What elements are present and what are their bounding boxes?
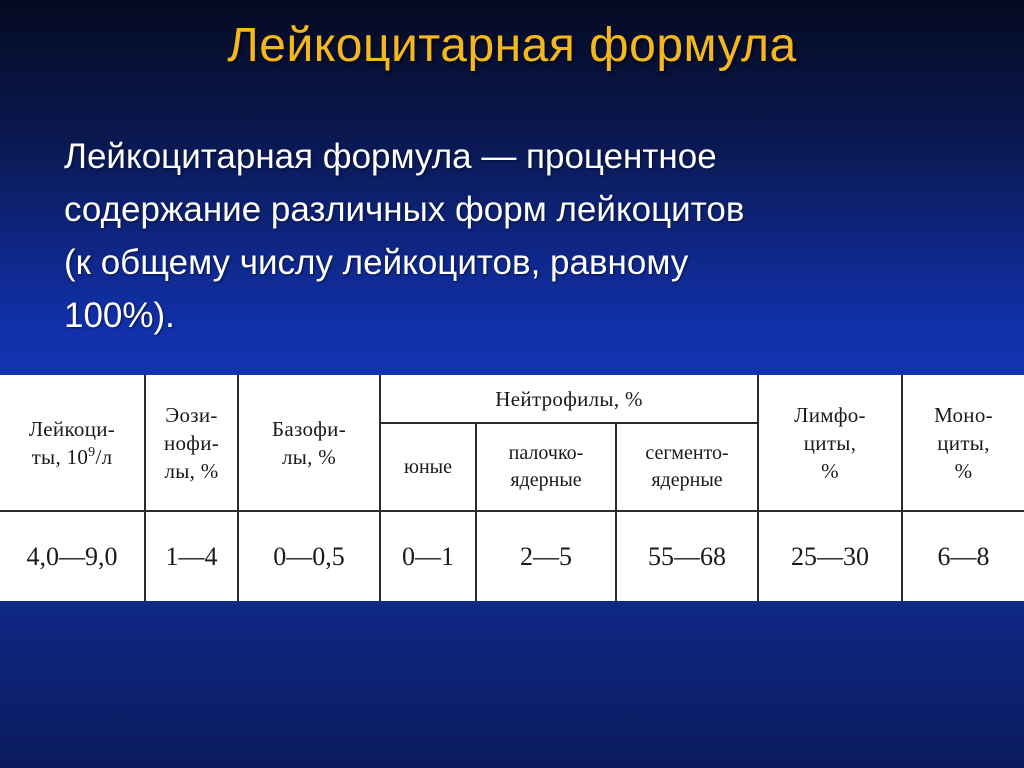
definition-line-1: Лейкоцитарная формула — процентное (64, 137, 717, 176)
header-neutrophils: Нейтрофилы, % (380, 375, 758, 423)
definition-line-2: содержание различных форм лейкоцитов (64, 190, 745, 229)
slide-title: Лейкоцитарная формула (227, 19, 797, 72)
header-lymphocytes: Лимфо- циты, % (758, 375, 902, 511)
leukocyte-formula-table (0, 375, 1024, 601)
value-monocytes: 6—8 (902, 511, 1024, 601)
value-young: 0—1 (380, 511, 476, 601)
table-row (0, 511, 1024, 601)
header-eosinophils: Эози- нофи- лы, % (145, 375, 238, 511)
subheader-band: палочко- ядерные (476, 423, 616, 511)
header-basophils: Базофи- лы, % (238, 375, 380, 511)
value-leukocytes: 4,0—9,0 (0, 511, 145, 601)
leukocyte-formula-table-container (0, 375, 1024, 601)
definition-line-3: (к общему числу лейкоцитов, равному (64, 243, 689, 282)
value-lymphocytes: 25—30 (758, 511, 902, 601)
subheader-segmented: сегменто- ядерные (616, 423, 758, 511)
definition-text (64, 130, 984, 342)
value-eosinophils: 1—4 (145, 511, 238, 601)
value-band: 2—5 (476, 511, 616, 601)
value-basophils: 0—0,5 (238, 511, 380, 601)
value-segmented: 55—68 (616, 511, 758, 601)
definition-line-4: 100%). (64, 296, 175, 335)
header-leukocytes-line1: Лейкоци- (28, 416, 116, 441)
subheader-young: юные (380, 423, 476, 511)
header-monocytes: Моно- циты, % (902, 375, 1024, 511)
header-leukocytes-line2: ты, $10^9/л$ (31, 444, 113, 469)
header-leukocytes (0, 375, 145, 511)
